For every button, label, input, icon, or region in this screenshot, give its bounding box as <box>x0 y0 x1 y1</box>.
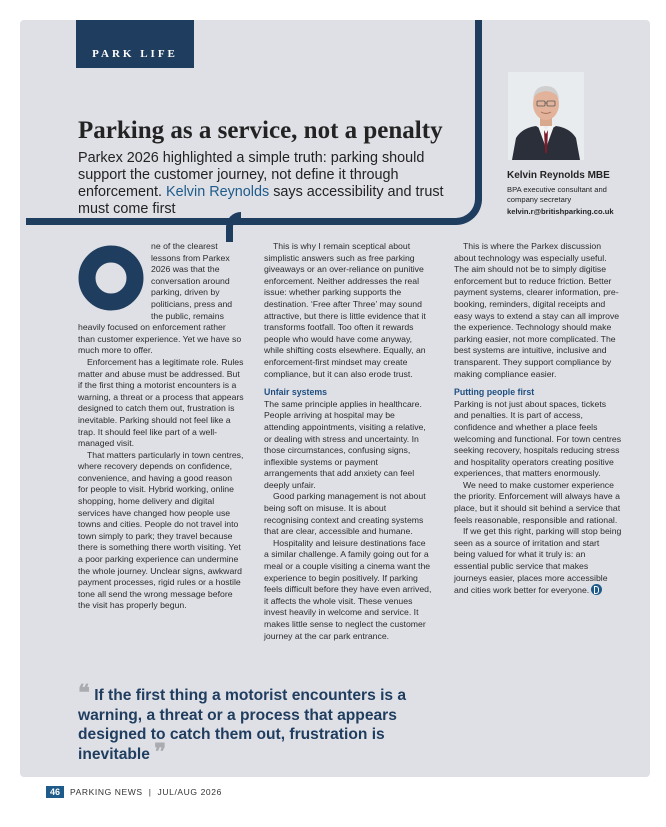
standfirst-lead: Parkex 2026 highlighted a simple truth: parking should support the customer journey, not define it through enforcement. <box>78 150 425 200</box>
paragraph <box>454 526 622 597</box>
paragraph: That matters particularly in town centres, where recovery depends on confidence, convenience, and having a good reason for people to visit. Hybrid working, online shopping, home delivery and digital services have changed how people use towns and cities. People do not travel into town simply to park; they travel because there is something there worth visiting. Yet a poor parking experience can undermine the whole journey. Unclear signs, awkward payment processes, rigid rules or a hostile tone all send the wrong message before the visit has properly begun. <box>78 449 244 611</box>
column-3 <box>454 241 622 597</box>
author-name: Kelvin Reynolds MBE <box>507 170 610 181</box>
paragraph: This is where the Parkex discussion about technology was especially useful. The aim should not be to simply digitise enforcement but to reduce friction. Better payment systems, clearer information, pre-booking, reminders, digital receipts and easy ways to extend a stay can all improve the experience. Technology should make parking easier, not more complicated. The best systems are intuitive, inclusive and transparent. They support compliance by making compliance easier. <box>454 241 620 379</box>
pull-quote <box>78 680 418 764</box>
paragraph: We need to make customer experience the priority. Enforcement will always have a place, but it should sit behind a service that feels reasonable, responsible and rational. <box>454 479 621 525</box>
paragraph: Hospitality and leisure destinations face a similar challenge. A family going out for a meal or a couple visiting a cinema want the experience to begin positively. If parking feels difficult before they have even arrived, it affects the whole visit. These venues invest heavily in welcome and service. It makes little sense to neglect the customer journey at the car park entrance. <box>264 537 432 641</box>
standfirst <box>78 150 473 218</box>
open-quote-icon: ❝ <box>78 680 90 705</box>
pull-quote-text: If the first thing a motorist encounters is a warning, a threat or a process that appears designed to catch them out, frustration is inevitable <box>78 687 407 763</box>
paragraph-text: If we get this right, parking will stop being seen as a source of irritation and start being valued for what it truly is: an essential public service that makes journeys easier, places more accessible and cities work better for everyone. <box>454 526 622 596</box>
page-number: 46 <box>46 786 64 798</box>
section-label: PARK LIFE <box>92 48 178 60</box>
standfirst-author: Kelvin Reynolds <box>166 184 270 200</box>
dropcap-o <box>78 245 144 311</box>
author-role: BPA executive consultant and company secretary <box>507 185 607 204</box>
magazine-name: PARKING NEWS <box>70 787 143 797</box>
paragraph: This is why I remain sceptical about simplistic answers such as free parking giveaways or an over-reliance on punitive enforcement. Neither addresses the real issue: whether parking supports the destination. ‘Free after Three’ may sound attractive, but there is little evidence that it transforms footfall. Too often it rewards people who would have come anyway, while shifting costs elsewhere. Equally, an enforcement-first mindset may create compliance, but it can also erode trust. <box>264 241 426 379</box>
issue-date: JUL/AUG 2026 <box>157 787 222 797</box>
paragraph: The same principle applies in healthcare. People arriving at hospital may be attending appointments, visiting a relative, or dealing with stress and uncertainty. In those circumstances, confusing signs, inflexible systems or payment arrangements that add anxiety can feel deeply unfair. <box>264 398 426 490</box>
author-photo <box>508 72 584 160</box>
column-1 <box>78 241 244 612</box>
paragraph: Good parking management is not about being soft on misuse. It is about recognising context and creating systems that are clear, accessible and humane. <box>264 491 426 537</box>
column-2 <box>264 241 432 642</box>
section-tab <box>76 20 194 68</box>
standfirst-tail: says accessibility and trust must come first <box>78 184 444 217</box>
author-email-link[interactable]: kelvin.r@britishparking.co.uk <box>507 207 614 216</box>
headline: Parking as a service, not a penalty <box>78 117 443 144</box>
subheading-unfair-systems: Unfair systems <box>264 387 328 398</box>
subheading-putting-people-first: Putting people first <box>454 387 535 398</box>
footer-separator: | <box>148 787 152 797</box>
paragraph: ne of the clearest lessons from Parkex 2026 was that the conversation around parking, driven by politicians, press and the public, remains heavily focused on enforcement rather than customer experience. Yet we have so much more to offer. <box>78 241 242 356</box>
close-quote-icon: ❞ <box>154 738 167 764</box>
end-mark-icon <box>591 584 602 595</box>
paragraph: Parking is not just about spaces, tickets and penalties. It is part of access, confidence and whether a place feels welcoming and functional. For town centres seeking recovery, hospitals reducing stress and hospitality operators creating positive experiences, that matters enormously. <box>454 398 622 479</box>
paragraph: Enforcement has a legitimate role. Rules matter and abuse must be addressed. But if the first thing a motorist encounters is a warning, a threat or a process that appears designed to catch them out, frustration is inevitable. Parking should not feel like a trap. It should feel like part of a well-managed visit. <box>78 356 244 449</box>
page-footer <box>46 786 222 798</box>
